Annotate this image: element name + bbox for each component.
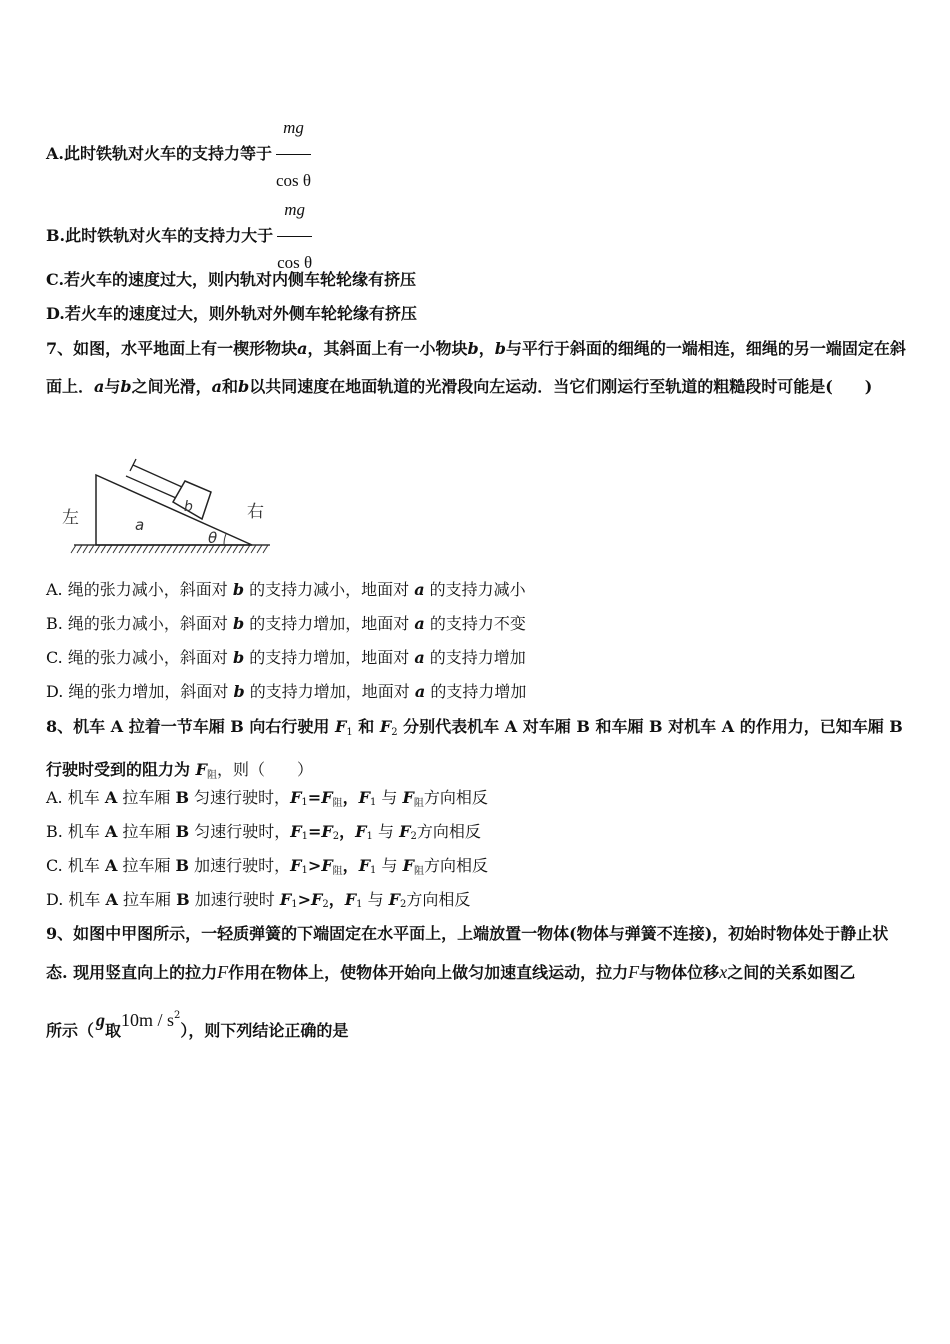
var-F: F <box>195 760 207 779</box>
rope-lower <box>126 476 176 498</box>
var-F: F <box>344 890 357 909</box>
text: 以共同速度在地面轨道的光滑段向左运动．当它们刚运行至轨道的粗糙段时可能是( ) <box>249 377 873 396</box>
subscript: 1 <box>301 797 308 808</box>
text: 加速行驶时， <box>189 856 291 875</box>
var-b: b <box>232 580 245 599</box>
var-F: F <box>402 788 414 807</box>
var-a: a <box>414 580 425 599</box>
var-A: A <box>105 822 118 841</box>
text: A. 机车 <box>46 788 105 807</box>
var-F: F <box>321 788 333 807</box>
rope <box>133 465 182 487</box>
ground-hatching <box>71 545 270 553</box>
symbol: = <box>307 788 322 807</box>
symbol: ， <box>339 822 356 841</box>
symbol: ， <box>342 788 359 807</box>
subscript: 阻 <box>206 770 217 781</box>
subscript: 1 <box>370 865 377 876</box>
label-b: b <box>184 499 193 515</box>
q9-stem-continued <box>46 1010 348 1050</box>
var-A: A <box>104 788 118 807</box>
var-a: a <box>297 339 308 358</box>
var-a: a <box>414 648 425 667</box>
var-B: B <box>649 717 663 736</box>
subscript: 1 <box>301 831 308 842</box>
var-F: F <box>355 822 367 841</box>
text: 方向相反 <box>406 890 471 909</box>
text: B. 绳的张力减小，斜面对 <box>46 614 234 633</box>
var-a: a <box>414 614 425 633</box>
var-F: F <box>321 822 333 841</box>
text: 与 <box>362 890 389 909</box>
symbol: > <box>307 856 322 875</box>
var-a: a <box>211 377 222 396</box>
q7-option-d <box>46 682 526 702</box>
fraction-denominator: cos θ <box>276 171 312 190</box>
var-B: B <box>576 717 590 736</box>
var-b: b <box>233 682 245 701</box>
var-b: b <box>120 377 132 396</box>
text: 之间光滑， <box>131 377 212 396</box>
var-F: F <box>358 788 370 807</box>
text: 方向相反 <box>416 822 481 841</box>
var-a: a <box>414 682 426 701</box>
var-F: F <box>311 890 323 909</box>
text: 与 <box>104 377 121 396</box>
text: 的作用力，已知车厢 <box>734 717 890 736</box>
q7-option-b <box>46 614 526 634</box>
subscript: 阻 <box>332 798 343 809</box>
text: 对机车 <box>662 717 722 736</box>
fraction-numerator: mg <box>277 186 312 237</box>
subscript: 1 <box>291 899 298 910</box>
text: 和 <box>352 717 380 736</box>
text: 匀速行驶时， <box>189 822 291 841</box>
label-a: a <box>135 516 145 534</box>
subscript: 1 <box>356 899 363 910</box>
q8-stem <box>46 708 906 794</box>
subscript: 1 <box>301 865 308 876</box>
text: 与物体位移 <box>639 963 720 982</box>
var-b: b <box>494 339 506 358</box>
text: 分别代表机车 <box>397 717 505 736</box>
subscript: 阻 <box>413 866 424 877</box>
text: 9、如图中甲图所示，一轻质弹簧的下端固定在水平面上，上端放置一物体(物体与弹簧不连接)，初始时物体处于静止状态. 现用竖直向上的拉力 <box>46 924 889 982</box>
var-F: F <box>379 717 392 736</box>
var-F: F <box>290 788 302 807</box>
text: 拉着一节车厢 <box>123 717 231 736</box>
text: 7、如图，水平地面上有一楔形物块 <box>46 339 298 358</box>
var-B: B <box>889 717 903 736</box>
text: 拉车厢 <box>117 788 176 807</box>
text: D. 机车 <box>46 890 106 909</box>
text: 行驶时受到的阻力为 <box>46 760 196 779</box>
label-right: 右 <box>247 502 264 522</box>
text: 的支持力增加，地面对 <box>244 614 415 633</box>
text: 方向相反 <box>423 856 488 875</box>
text: ，则（ ） <box>216 760 313 779</box>
text: 向右行驶用 <box>243 717 335 736</box>
text: 加速行驶时 <box>189 890 280 909</box>
var-F: F <box>402 856 414 875</box>
text: 与平行于斜面的细绳的一端相连，细绳的另一端固定在斜面上． <box>46 339 906 396</box>
label-left: 左 <box>62 508 79 528</box>
text: 之间的关系如图乙 <box>727 963 856 982</box>
var-F: F <box>217 962 229 982</box>
q8-option-b <box>46 822 481 847</box>
var-F: F <box>399 822 411 841</box>
subscript: 2 <box>322 899 329 910</box>
subscript: 阻 <box>413 798 424 809</box>
subscript: 2 <box>332 831 340 842</box>
fraction-numerator: mg <box>276 104 311 155</box>
q6-option-b-text: B.此时铁轨对火车的支持力大于 <box>46 226 274 245</box>
var-B: B <box>176 890 190 909</box>
text: 对车厢 <box>517 717 577 736</box>
var-B: B <box>175 822 190 841</box>
var-F: F <box>321 856 333 875</box>
q8-option-c <box>46 856 488 882</box>
var-A: A <box>721 717 735 736</box>
var-F: F <box>279 890 292 909</box>
q6-option-c: C.若火车的速度过大，则内轨对内侧车轮轮缘有挤压 <box>46 270 417 289</box>
text: 的支持力增加，地面对 <box>244 648 415 667</box>
q7-stem <box>46 330 906 406</box>
text: 8、机车 <box>46 717 111 736</box>
q9-stem <box>46 915 906 992</box>
var-A: A <box>104 856 118 875</box>
var-F: F <box>290 822 302 841</box>
text: 作用在物体上，使物体开始向上做匀加速直线运动，拉力 <box>228 963 629 982</box>
subscript: 阻 <box>332 866 343 877</box>
var-b: b <box>233 614 245 633</box>
symbol: ， <box>328 890 345 909</box>
subscript: 1 <box>346 727 353 738</box>
text: 的支持力减小，地面对 <box>244 580 415 599</box>
text: 取 <box>105 1021 122 1040</box>
subscript: 2 <box>391 727 398 738</box>
text: ，其斜面上有一小物块 <box>307 339 468 358</box>
subscript: 2 <box>410 831 417 842</box>
text: ， <box>478 339 495 358</box>
var-g: g <box>96 1010 106 1030</box>
text: D. 绳的张力增加，斜面对 <box>46 682 234 701</box>
text: 方向相反 <box>423 788 488 807</box>
subscript: 1 <box>366 831 373 842</box>
angle-arc <box>224 534 226 545</box>
text: 的支持力增加 <box>425 682 527 701</box>
text: 与 <box>372 822 400 841</box>
var-A: A <box>504 717 518 736</box>
q7-option-c <box>46 648 526 668</box>
text: 匀速行驶时， <box>188 788 291 807</box>
var-F: F <box>388 890 401 909</box>
text: 与 <box>376 856 403 875</box>
var-b: b <box>238 377 250 396</box>
var-F: F <box>290 856 302 875</box>
subscript: 1 <box>369 797 377 808</box>
var-B: B <box>230 717 244 736</box>
subscript: 2 <box>400 899 407 910</box>
wedge-a <box>96 475 252 545</box>
var-A: A <box>105 890 118 909</box>
text: 和 <box>221 377 238 396</box>
text: 和车厢 <box>589 717 650 736</box>
text: 拉车厢 <box>117 890 177 909</box>
text: B. 机车 <box>46 822 106 841</box>
var-F: F <box>628 962 640 982</box>
fraction-denominator: cos θ <box>277 253 313 272</box>
var-b: b <box>232 648 245 667</box>
q6-option-d: D.若火车的速度过大，则外轨对外侧车轮轮缘有挤压 <box>46 304 417 323</box>
q8-option-d <box>46 890 470 915</box>
text: 的支持力不变 <box>424 614 526 633</box>
var-B: B <box>175 788 189 807</box>
text: 的支持力减小 <box>424 580 526 599</box>
q7-option-a <box>46 580 526 600</box>
text: C. 机车 <box>46 856 105 875</box>
var-F: F <box>334 717 347 736</box>
text: 拉车厢 <box>117 856 176 875</box>
text: 的支持力增加，地面对 <box>244 682 415 701</box>
var-F: F <box>358 856 371 875</box>
var-a: a <box>94 377 105 396</box>
var-A: A <box>110 717 124 736</box>
symbol: = <box>308 822 322 841</box>
superscript: 2 <box>174 1010 181 1021</box>
text: 的支持力增加 <box>424 648 526 667</box>
q6-option-a-text: A.此时铁轨对火车的支持力等于 <box>46 144 272 163</box>
rope-anchor <box>130 459 136 471</box>
gravity-value: 10m / s <box>121 1010 175 1030</box>
q6-option-b <box>46 186 313 272</box>
text: 所示（ <box>46 1021 95 1040</box>
q8-option-a <box>46 788 488 814</box>
symbol: ， <box>342 856 359 875</box>
var-B: B <box>175 856 190 875</box>
text: 与 <box>376 788 403 807</box>
text: A. 绳的张力减小，斜面对 <box>46 580 233 599</box>
label-theta: θ <box>208 529 218 547</box>
q6-option-a <box>46 104 312 190</box>
text: C. 绳的张力减小，斜面对 <box>46 648 233 667</box>
var-x: x <box>719 962 728 982</box>
text: 拉车厢 <box>117 822 176 841</box>
text: ），则下列结论正确的是 <box>180 1021 349 1040</box>
var-b: b <box>467 339 479 358</box>
symbol: > <box>297 890 311 909</box>
q7-wedge-figure <box>60 455 280 560</box>
